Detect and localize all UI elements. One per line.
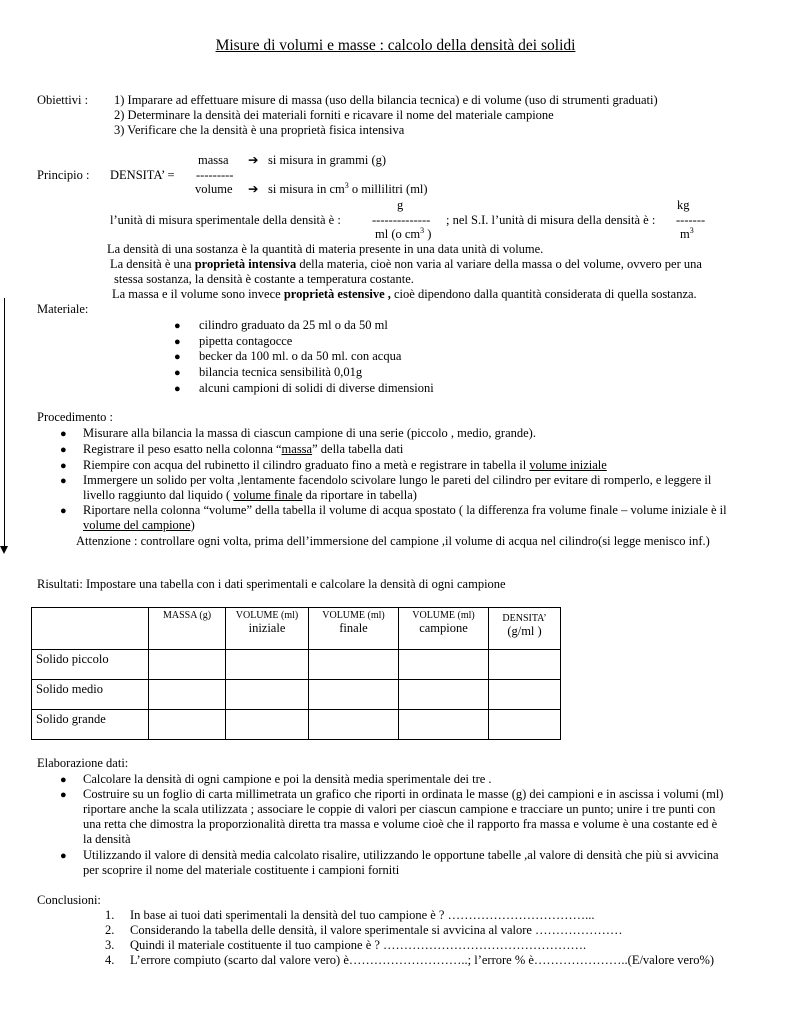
table-header-cell: VOLUME (ml) campione [399,608,489,650]
table-cell[interactable] [489,680,561,710]
unit-g: g [397,198,404,212]
attenzione-note: Attenzione : controllare ogni volta, prima dell’immersione del campione ,il volume di acqua nel cilindro(si legge menisco inf.) [76,534,710,548]
risultati-label: Risultati: Impostare una tabella con i dati sperimentali e calcolare la densità di ogni campione [37,577,506,591]
unit-ml: ml (o $cm^3$ ) [375,225,432,241]
bullet-icon: ● [174,351,181,363]
table-cell[interactable] [226,680,309,710]
list-item-number: 3. [105,938,115,952]
densita-label: DENSITA’ = [110,168,175,182]
list-item: L’errore compiuto (scarto dal valore vero) è………………………..; l’errore % è…………………..(E/valore vero%) [130,953,715,967]
bullet-icon: ● [60,505,67,517]
arrow-right-icon: ➔ [248,153,259,167]
elaborazione-label: Elaborazione dati: [37,756,129,770]
bullet-icon: ● [60,475,67,487]
bullet-icon: ● [60,444,67,456]
table-row [32,710,561,740]
elaborazione-step-2-cont: una retta che dimostra la proporzionalità diretta tra massa e volume cioè che il rapporto fra massa e volume è una costante ed è [83,817,718,831]
table-cell[interactable] [226,710,309,740]
bullet-icon: ● [174,336,181,348]
obiettivi-label: Obiettivi : [37,93,89,107]
procedimento-step-4: Immergere un solido per volta ,lentamente facendolo scivolare lungo le pareti del cilindro per evitare di romperlo, e leggere il [83,473,712,487]
table-header-cell: VOLUME (ml) finale [309,608,399,650]
list-item-number: 4. [105,953,115,967]
bullet-icon: ● [60,850,67,862]
unita-line: l’unità di misura sperimentale della densità è : [110,213,341,227]
arrow-down-icon [0,546,8,554]
elaborazione-step-3: Utilizzando il valore di densità media calcolato risalire, utilizzando le opportune tabelle ,al valore di densità che più si avvicina [83,848,719,862]
volume-unit: si misura in $cm^3$ o millilitri (ml) [268,180,428,196]
table-cell[interactable] [149,650,226,680]
table-cell[interactable] [226,650,309,680]
list-item: Considerando la tabella delle densità, il valore sperimentale si avvicina al valore ………………… [130,923,623,937]
table-header-cell: VOLUME (ml) iniziale [226,608,309,650]
table-cell[interactable] [399,650,489,680]
procedimento-step-4-cont: livello raggiunto dal liquido ( volume finale da riportare in tabella) [83,488,417,502]
table-cell[interactable] [149,680,226,710]
table-cell[interactable] [489,650,561,680]
list-item: alcuni campioni di solidi di diverse dimensioni [199,381,434,395]
elaborazione-step-3-cont: per scoprire il nome del materiale costituente i campioni forniti [83,863,400,877]
list-item-number: 1. [105,908,115,922]
procedimento-step-1: Misurare alla bilancia la massa di ciascun campione di una serie (piccolo , medio, grande). [83,426,536,440]
procedimento-step-5: Riportare nella colonna “volume” della tabella il volume di acqua spostato ( la differenza fra volume finale – volume iniziale è il [83,503,727,517]
list-item: bilancia tecnica sensibilità 0,01g [199,365,363,379]
elaborazione-step-2-cont: riportare anche la scala utilizzata ; associare le coppie di valori per ciascun campione e tracciare un punto; unire i tre punti con [83,802,716,816]
bullet-icon: ● [60,774,67,786]
massa-unit: si misura in grammi (g) [268,153,387,167]
list-item-number: 2. [105,923,115,937]
unit-m3: $m^3$ [680,225,694,241]
table-cell[interactable] [309,650,399,680]
table-cell[interactable] [399,680,489,710]
bullet-icon: ● [60,460,67,472]
obiettivo-2: 2) Determinare la densità dei materiali forniti e ricavare il nome del materiale campione [114,108,554,122]
margin-arrow-line [4,298,5,548]
results-table [31,607,561,740]
obiettivo-1: 1) Imparare ad effettuare misure di massa (uso della bilancia tecnica) e di volume (uso di strumenti graduati) [114,93,658,107]
bullet-icon: ● [174,383,181,395]
massa-label: massa [198,153,229,167]
bullet-icon: ● [60,428,67,440]
elaborazione-step-2-cont: la densità [83,832,131,846]
fraction-dashes: --------- [196,168,234,182]
volume-label: volume [195,182,233,196]
unit-kg: kg [677,198,690,212]
table-header-cell: MASSA (g) [149,608,226,650]
list-item: cilindro graduato da 25 ml o da 50 ml [199,318,388,332]
elaborazione-step-1: Calcolare la densità di ogni campione e poi la densità media sperimentale dei tre . [83,772,492,786]
unita-si-dashes: ------- [676,213,706,227]
list-item: In base ai tuoi dati sperimentali la densità del tuo campione è ? ……………………………... [130,908,595,922]
table-cell[interactable] [309,710,399,740]
obiettivo-3: 3) Verificare che la densità è una proprietà fisica intensiva [114,123,405,137]
row-label: Solido piccolo [32,650,149,680]
definizione-3: stessa sostanza, la densità è costante a temperatura costante. [114,272,414,286]
bullet-icon: ● [174,367,181,379]
unita-si: ; nel S.I. l’unità di misura della densità è : [446,213,656,227]
row-label: Solido medio [32,680,149,710]
table-header-cell: DENSITA’ (g/ml ) [489,608,561,650]
bullet-icon: ● [60,789,67,801]
definizione-1: La densità di una sostanza è la quantità di materia presente in una data unità di volume. [107,242,544,256]
table-cell[interactable] [489,710,561,740]
table-row [32,650,561,680]
table-cell[interactable] [149,710,226,740]
list-item: Quindi il materiale costituente il tuo campione è ? …………………………………………. [130,938,587,952]
procedimento-label: Procedimento : [37,410,114,424]
conclusioni-label: Conclusioni: [37,893,101,907]
bullet-icon: ● [174,320,181,332]
materiale-label: Materiale: [37,302,89,316]
table-header-row [32,608,561,650]
list-item: becker da 100 ml. o da 50 ml. con acqua [199,349,402,363]
row-label: Solido grande [32,710,149,740]
procedimento-step-3: Riempire con acqua del rubinetto il cilindro graduato fino a metà e registrare in tabella il volume iniziale [83,458,607,472]
procedimento-step-2: Registrare il peso esatto nella colonna “massa” della tabella dati [83,442,404,456]
table-row [32,680,561,710]
unita-dashes: -------------- [372,213,431,227]
elaborazione-step-2: Costruire su un foglio di carta millimetrata un grafico che riporti in ordinata le masse (g) dei campioni e in ascissa i volumi (ml) [83,787,724,801]
definizione-2: La densità è una proprietà intensiva della materia, cioè non varia al variare della massa o del volume, ovvero per una [110,257,702,271]
page-title: Misure di volumi e masse : calcolo della densità dei solidi [215,37,576,54]
procedimento-step-5-cont: volume del campione) [83,518,195,532]
list-item: pipetta contagocce [199,334,293,348]
principio-label: Principio : [37,168,90,182]
definizione-4: La massa e il volume sono invece proprietà estensive , cioè dipendono dalla quantità considerata di quella sostanza. [112,287,697,301]
arrow-right-icon: ➔ [248,182,259,196]
table-cell[interactable] [309,680,399,710]
table-header-cell [32,608,149,650]
table-cell[interactable] [399,710,489,740]
